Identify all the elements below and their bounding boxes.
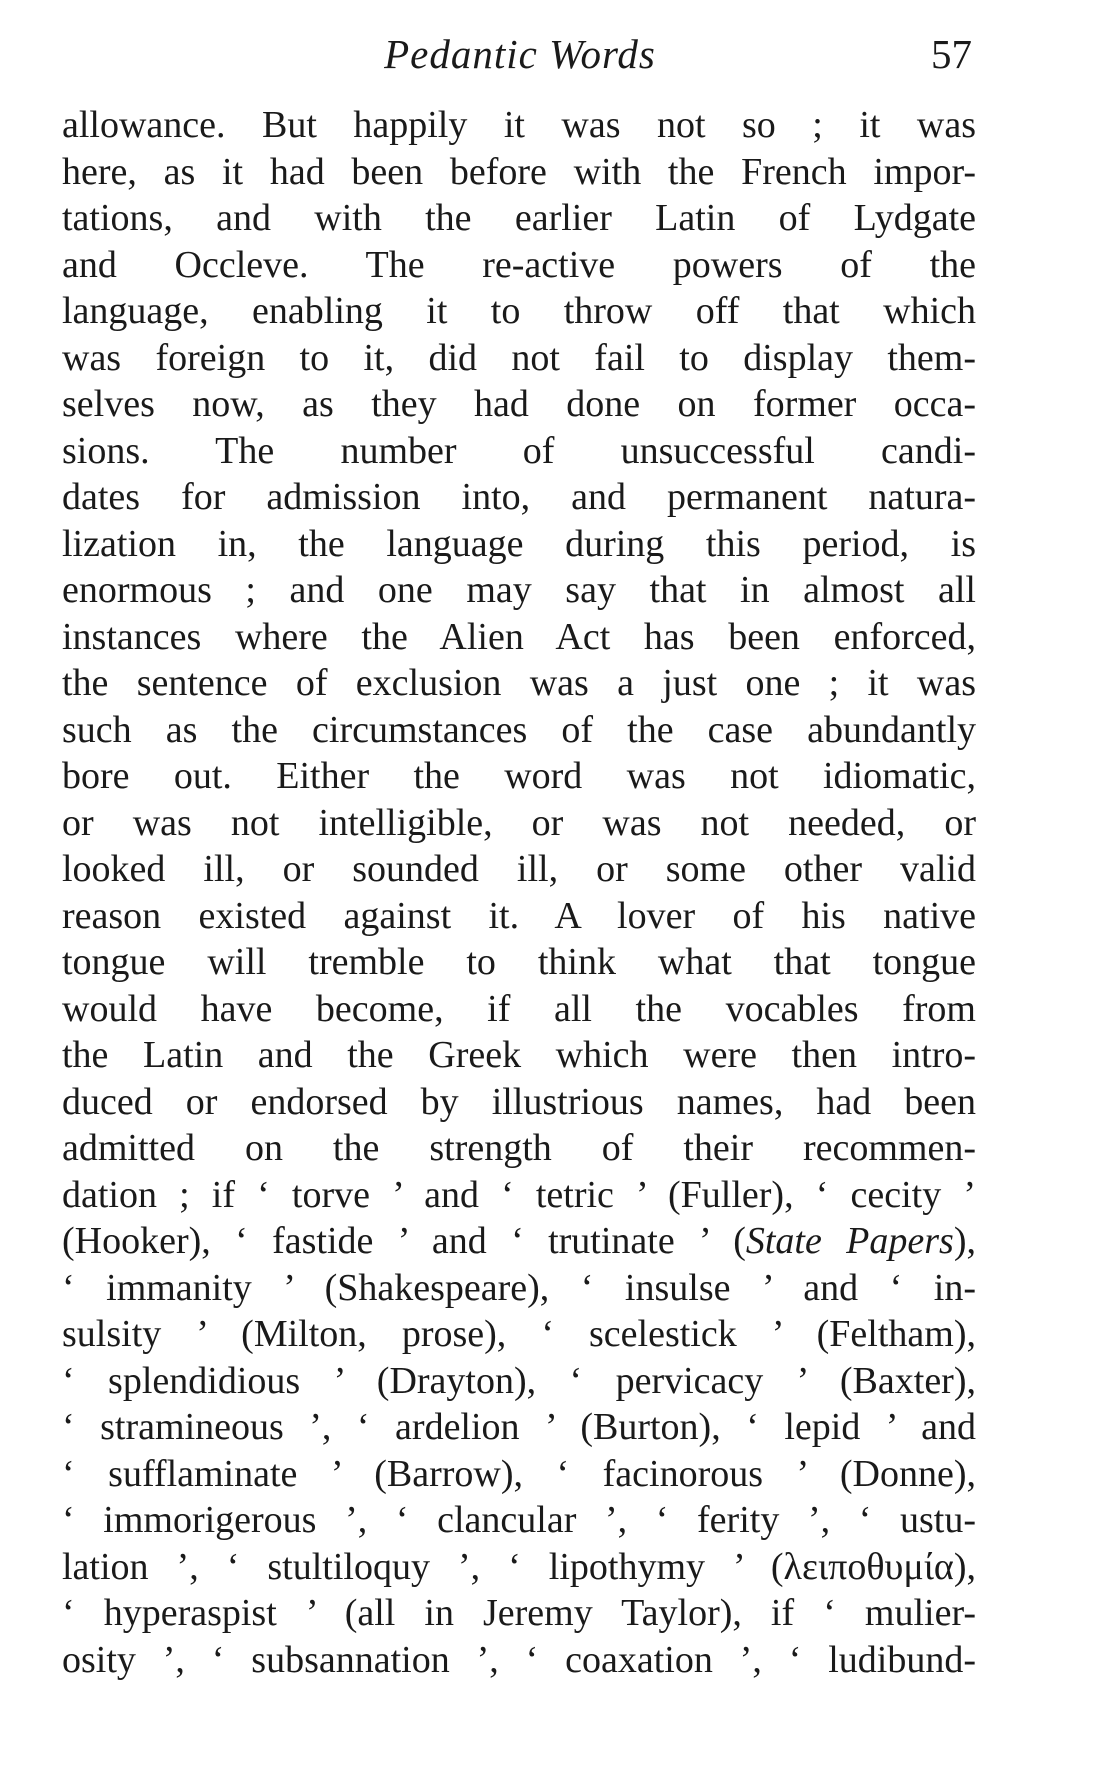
running-title: Pedantic Words [384, 31, 656, 77]
text-line: here, as it had been before with the French impor- [62, 150, 976, 193]
text-segment: ), [953, 1220, 976, 1262]
text-line: would have become, if all the vocables from [62, 987, 976, 1030]
text-line: bore out. Either the word was not idiomatic, [62, 755, 976, 797]
text-line: osity ’, ‘ subsannation ’, ‘ coaxation ’, ‘ ludibund- [62, 1638, 976, 1681]
text-line: tations, and with the earlier Latin of Lydgate [62, 197, 976, 239]
text-line: ‘ immanity ’ (Shakespeare), ‘ insulse ’ and ‘ in- [62, 1266, 976, 1309]
text-line: lation ’, ‘ stultiloquy ’, ‘ lipothymy ’ (λειποθυμία), [62, 1545, 976, 1588]
italic-title: State Papers [745, 1220, 954, 1262]
text-line: allowance. But happily it was not so ; it was [62, 104, 976, 146]
text-line: reason existed against it. A lover of his native [62, 894, 976, 937]
text-line: the sentence of exclusion was a just one ; it was [62, 662, 976, 704]
text-line: and Occleve. The re-active powers of the [62, 243, 976, 286]
text-segment: (Hooker), ‘ fastide ’ and ‘ trutinate ’ ( [62, 1220, 746, 1262]
text-line: duced or endorsed by illustrious names, had been [62, 1080, 976, 1123]
body-text [62, 102, 976, 1683]
text-line: the Latin and the Greek which were then intro- [62, 1034, 976, 1076]
text-line: sulsity ’ (Milton, prose), ‘ scelestick ’ (Feltham), [62, 1313, 976, 1355]
text-line: instances where the Alien Act has been enforced, [62, 615, 976, 658]
text-line: dation ; if ‘ torve ’ and ‘ tetric ’ (Fuller), ‘ cecity ’ [62, 1173, 976, 1216]
text-line [62, 1218, 976, 1265]
text-line: was foreign to it, did not fail to display them- [62, 336, 976, 379]
text-line: ‘ hyperaspist ’ (all in Jeremy Taylor), if ‘ mulier- [62, 1592, 976, 1634]
text-line: admitted on the strength of their recommen- [62, 1127, 976, 1169]
text-line: ‘ sufflaminate ’ (Barrow), ‘ facinorous ’ (Donne), [62, 1452, 976, 1495]
text-line: ‘ splendidious ’ (Drayton), ‘ pervicacy ’ (Baxter), [62, 1359, 976, 1402]
text-line: lization in, the language during this period, is [62, 522, 976, 565]
text-line: ‘ immorigerous ’, ‘ clancular ’, ‘ ferity ’, ‘ ustu- [62, 1499, 976, 1541]
text-line: tongue will tremble to think what that tongue [62, 941, 976, 983]
text-line: ‘ stramineous ’, ‘ ardelion ’ (Burton), ‘ lepid ’ and [62, 1406, 976, 1448]
text-line: or was not intelligible, or was not needed, or [62, 801, 976, 844]
text-line: dates for admission into, and permanent natura- [62, 476, 976, 518]
text-line: enormous ; and one may say that in almost all [62, 569, 976, 611]
text-line: selves now, as they had done on former occa- [62, 383, 976, 425]
text-line: sions. The number of unsuccessful candi- [62, 429, 976, 472]
text-line: such as the circumstances of the case abundantly [62, 708, 976, 751]
text-line: looked ill, or sounded ill, or some other valid [62, 848, 976, 890]
running-head [60, 30, 980, 90]
text-line: language, enabling it to throw off that which [62, 290, 976, 332]
page-number: 57 [931, 31, 972, 77]
